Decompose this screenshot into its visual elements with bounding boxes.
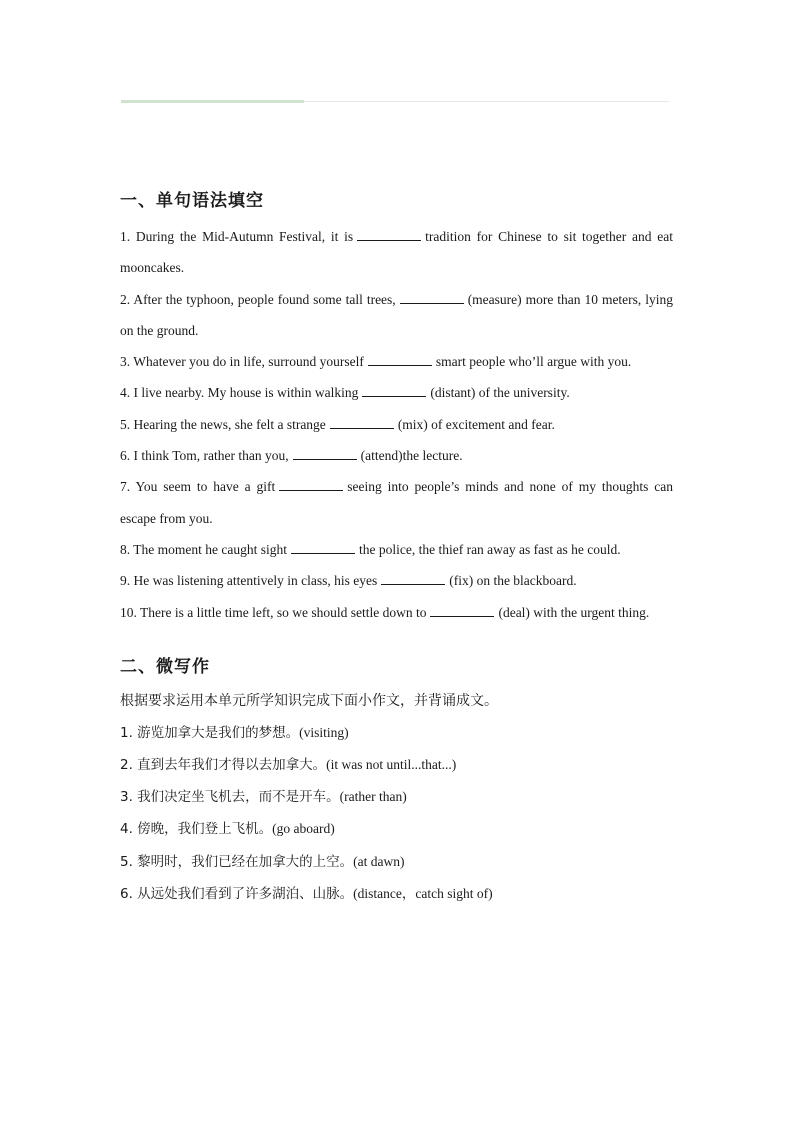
answer-blank[interactable] bbox=[368, 353, 432, 366]
item-text-before: 1. During the Mid-Autumn Festival, it is bbox=[120, 229, 354, 244]
prompt-chinese: 6. 从远处我们看到了许多湖泊、山脉。 bbox=[120, 885, 354, 902]
prompt-hint: (visiting) bbox=[299, 724, 349, 740]
list-item bbox=[120, 221, 673, 284]
answer-blank[interactable] bbox=[330, 416, 394, 429]
prompt-hint: (at dawn) bbox=[353, 853, 405, 869]
item-text-after: (measure) more than 10 meters, lying on the ground. bbox=[120, 291, 674, 338]
item-text-before: 4. I live nearby. My house is within walking bbox=[120, 385, 359, 401]
item-text-before: 2. After the typhoon, people found some tall trees, bbox=[120, 291, 396, 307]
section1-title: 一、单句语法填空 bbox=[120, 191, 264, 211]
list-item bbox=[120, 440, 673, 471]
item-text-after: seeing into people’s minds and none of my thoughts can escape from you. bbox=[120, 479, 674, 526]
list-item bbox=[120, 565, 673, 596]
item-text-after: (fix) on the blackboard. bbox=[449, 573, 577, 589]
list-item bbox=[120, 409, 673, 440]
answer-blank[interactable] bbox=[362, 384, 426, 397]
item-text-before: 9. He was listening attentively in class, his eyes bbox=[120, 573, 378, 589]
section2-instructions: 根据要求运用本单元所学知识完成下面小作文，并背诵成文。 bbox=[120, 692, 498, 709]
list-item bbox=[120, 597, 673, 628]
list-item bbox=[120, 781, 673, 813]
prompt-chinese: 4. 傍晚，我们登上飞机。 bbox=[120, 821, 273, 838]
prompt-hint: (it was not until...that...) bbox=[326, 757, 457, 773]
list-item bbox=[120, 377, 673, 408]
item-text-after: smart people who’ll argue with you. bbox=[435, 354, 632, 370]
prompt-hint: (distance，catch sight of) bbox=[353, 885, 493, 901]
prompt-chinese: 3. 我们决定坐飞机去，而不是开车。 bbox=[120, 789, 340, 806]
section2-title: 二、微写作 bbox=[120, 656, 210, 677]
item-text-before: 6. I think Tom, rather than you, bbox=[120, 448, 289, 464]
answer-blank[interactable] bbox=[293, 447, 357, 460]
list-item bbox=[120, 813, 673, 845]
item-text-before: 7. You seem to have a gift bbox=[120, 479, 276, 495]
worksheet-content bbox=[120, 186, 673, 910]
answer-blank[interactable] bbox=[381, 572, 445, 585]
list-item bbox=[120, 346, 673, 377]
grammar-fill-list bbox=[120, 221, 673, 628]
prompt-hint: (rather than) bbox=[339, 789, 407, 805]
answer-blank[interactable] bbox=[400, 291, 464, 304]
prompt-chinese: 5. 黎明时，我们已经在加拿大的上空。 bbox=[120, 853, 354, 870]
list-item bbox=[120, 471, 673, 534]
list-item bbox=[120, 846, 673, 878]
item-text-after: (deal) with the urgent thing. bbox=[498, 604, 650, 620]
item-text-after: the police, the thief ran away as fast as he could. bbox=[358, 541, 621, 557]
item-text-after: (distant) of the university. bbox=[430, 385, 570, 401]
item-text-before: 5. Hearing the news, she felt a strange bbox=[120, 416, 326, 432]
list-item bbox=[120, 284, 673, 347]
micro-writing-list bbox=[120, 717, 673, 910]
header-accent-bar bbox=[121, 100, 304, 103]
list-item bbox=[120, 717, 673, 749]
item-text-after: (mix) of excitement and fear. bbox=[397, 416, 555, 432]
answer-blank[interactable] bbox=[291, 541, 355, 554]
section2 bbox=[120, 652, 673, 910]
prompt-chinese: 2. 直到去年我们才得以去加拿大。 bbox=[120, 757, 327, 774]
prompt-hint: (go aboard) bbox=[272, 821, 335, 837]
answer-blank[interactable] bbox=[357, 228, 421, 241]
item-text-before: 10. There is a little time left, so we should settle down to bbox=[120, 604, 427, 620]
list-item bbox=[120, 878, 673, 910]
answer-blank[interactable] bbox=[430, 604, 494, 617]
item-text-before: 3. Whatever you do in life, surround yourself bbox=[120, 354, 364, 370]
item-text-after: tradition for Chinese to sit together and eat mooncakes. bbox=[120, 229, 673, 276]
item-text-before: 8. The moment he caught sight bbox=[120, 541, 287, 557]
prompt-chinese: 1. 游览加拿大是我们的梦想。 bbox=[120, 724, 300, 741]
list-item bbox=[120, 534, 673, 565]
answer-blank[interactable] bbox=[279, 478, 343, 491]
list-item bbox=[120, 749, 673, 781]
item-text-after: (attend)the lecture. bbox=[360, 448, 463, 464]
